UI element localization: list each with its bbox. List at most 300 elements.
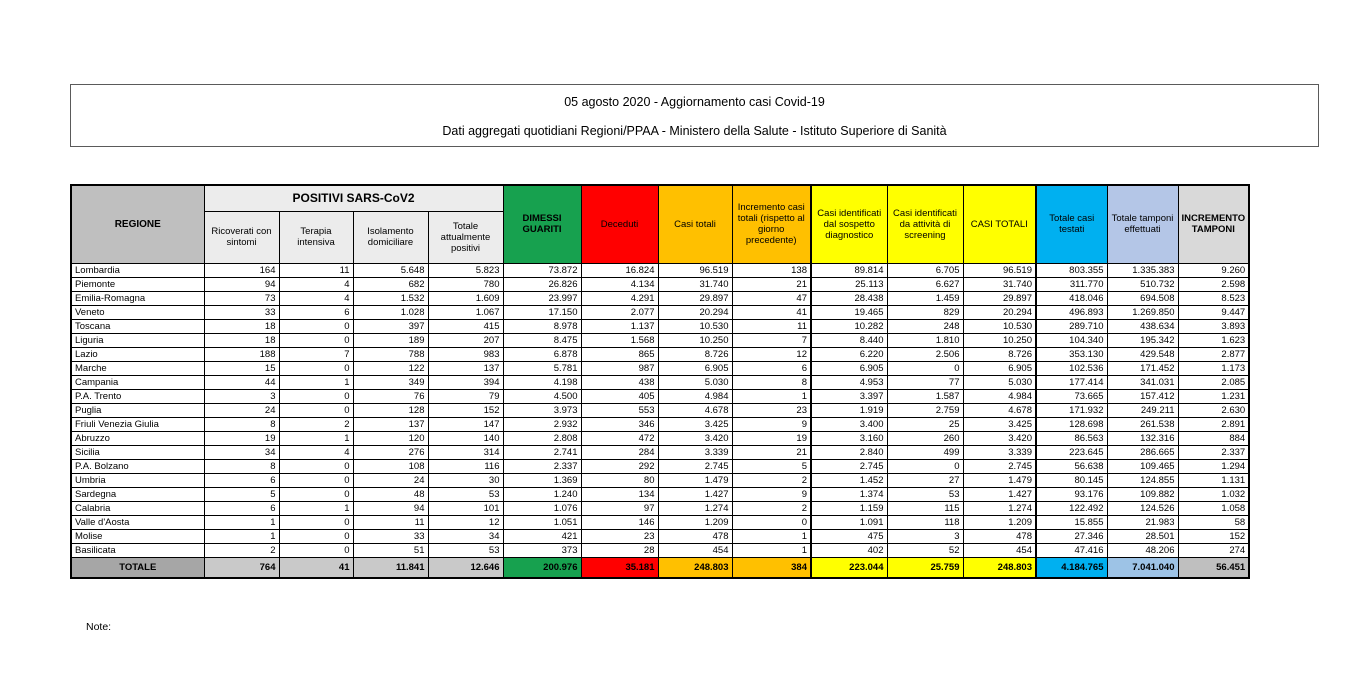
value-cell: 6 [279,305,353,319]
value-cell: 454 [658,543,732,557]
table-row [71,361,1249,375]
value-cell: 47 [732,291,811,305]
value-cell: 2.759 [887,403,963,417]
value-cell: 47.416 [1036,543,1107,557]
value-cell: 2.085 [1178,375,1249,389]
region-name-cell: Lazio [71,347,204,361]
value-cell: 140 [428,431,503,445]
table-row [71,445,1249,459]
value-cell: 21 [732,277,811,291]
value-cell: 454 [963,543,1036,557]
column-header-incremento-casi: Incremento casi totali (rispetto al giorno precedente) [732,185,811,263]
value-cell: 101 [428,501,503,515]
value-cell: 80 [581,473,658,487]
value-cell: 28.438 [811,291,887,305]
report-title-box [70,84,1319,147]
value-cell: 397 [353,319,428,333]
table-row [71,277,1249,291]
value-cell: 124.855 [1107,473,1178,487]
value-cell: 51 [353,543,428,557]
value-cell: 6.705 [887,263,963,277]
total-value-cell: 200.976 [503,557,581,578]
value-cell: 97 [581,501,658,515]
value-cell: 865 [581,347,658,361]
value-cell: 0 [279,543,353,557]
value-cell: 3.893 [1178,319,1249,333]
value-cell: 48 [353,487,428,501]
value-cell: 421 [503,529,581,543]
value-cell: 2.741 [503,445,581,459]
column-header-casi-sospetto-diagnostico: Casi identificati dal sospetto diagnostico [811,185,887,263]
value-cell: 1.919 [811,403,887,417]
value-cell: 4.500 [503,389,581,403]
value-cell: 138 [732,263,811,277]
region-name-cell: Friuli Venezia Giulia [71,417,204,431]
region-name-cell: Sardegna [71,487,204,501]
value-cell: 52 [887,543,963,557]
table-row [71,529,1249,543]
value-cell: 164 [204,263,279,277]
value-cell: 17.150 [503,305,581,319]
value-cell: 1.209 [963,515,1036,529]
value-cell: 8.978 [503,319,581,333]
value-cell: 2 [279,417,353,431]
value-cell: 76 [353,389,428,403]
region-name-cell: Piemonte [71,277,204,291]
value-cell: 3.339 [963,445,1036,459]
value-cell: 24 [353,473,428,487]
value-cell: 1.028 [353,305,428,319]
value-cell: 3.397 [811,389,887,403]
value-cell: 31.740 [658,277,732,291]
region-name-cell: Sicilia [71,445,204,459]
value-cell: 274 [1178,543,1249,557]
column-header-regione: REGIONE [71,185,204,263]
value-cell: 1.051 [503,515,581,529]
value-cell: 29.897 [658,291,732,305]
region-name-cell: Campania [71,375,204,389]
value-cell: 109.465 [1107,459,1178,473]
value-cell: 3.400 [811,417,887,431]
value-cell: 137 [353,417,428,431]
value-cell: 27.346 [1036,529,1107,543]
table-row [71,501,1249,515]
region-name-cell: Lombardia [71,263,204,277]
value-cell: 53 [428,543,503,557]
value-cell: 4.953 [811,375,887,389]
value-cell: 2.745 [963,459,1036,473]
value-cell: 803.355 [1036,263,1107,277]
value-cell: 157.412 [1107,389,1178,403]
region-name-cell: Veneto [71,305,204,319]
value-cell: 829 [887,305,963,319]
value-cell: 2 [732,501,811,515]
value-cell: 682 [353,277,428,291]
value-cell: 8 [732,375,811,389]
value-cell: 73 [204,291,279,305]
table-row [71,375,1249,389]
value-cell: 104.340 [1036,333,1107,347]
column-header-deceduti: Deceduti [581,185,658,263]
total-value-cell: 35.181 [581,557,658,578]
region-name-cell: Umbria [71,473,204,487]
total-label-cell: TOTALE [71,557,204,578]
region-name-cell: Marche [71,361,204,375]
value-cell: 3.420 [963,431,1036,445]
total-value-cell: 223.044 [811,557,887,578]
value-cell: 1 [732,543,811,557]
value-cell: 109.882 [1107,487,1178,501]
value-cell: 3.339 [658,445,732,459]
value-cell: 2 [732,473,811,487]
value-cell: 44 [204,375,279,389]
value-cell: 1.173 [1178,361,1249,375]
value-cell: 25.113 [811,277,887,291]
value-cell: 5.030 [658,375,732,389]
column-header-dimessi-guariti: DIMESSI GUARITI [503,185,581,263]
value-cell: 1 [204,529,279,543]
region-name-cell: Calabria [71,501,204,515]
value-cell: 780 [428,277,503,291]
value-cell: 23 [581,529,658,543]
value-cell: 116 [428,459,503,473]
value-cell: 0 [279,403,353,417]
table-row [71,543,1249,557]
value-cell: 1.294 [1178,459,1249,473]
value-cell: 1.274 [658,501,732,515]
value-cell: 1.374 [811,487,887,501]
value-cell: 19.465 [811,305,887,319]
table-row [71,403,1249,417]
value-cell: 26.826 [503,277,581,291]
value-cell: 478 [963,529,1036,543]
region-name-cell: Valle d'Aosta [71,515,204,529]
value-cell: 1.609 [428,291,503,305]
value-cell: 7 [279,347,353,361]
value-cell: 1.427 [658,487,732,501]
value-cell: 1.091 [811,515,887,529]
table-row [71,389,1249,403]
value-cell: 79 [428,389,503,403]
total-value-cell: 4.184.765 [1036,557,1107,578]
value-cell: 188 [204,347,279,361]
value-cell: 0 [887,361,963,375]
value-cell: 496.893 [1036,305,1107,319]
value-cell: 6 [204,473,279,487]
total-value-cell: 384 [732,557,811,578]
column-header-totale-casi-testati: Totale casi testati [1036,185,1107,263]
total-row [71,557,1249,578]
value-cell: 2.840 [811,445,887,459]
value-cell: 134 [581,487,658,501]
table-row [71,431,1249,445]
value-cell: 207 [428,333,503,347]
value-cell: 5.823 [428,263,503,277]
value-cell: 28.501 [1107,529,1178,543]
value-cell: 1.568 [581,333,658,347]
value-cell: 0 [887,459,963,473]
value-cell: 128 [353,403,428,417]
value-cell: 1.231 [1178,389,1249,403]
value-cell: 260 [887,431,963,445]
value-cell: 33 [353,529,428,543]
value-cell: 5.030 [963,375,1036,389]
table-row [71,263,1249,277]
value-cell: 28 [581,543,658,557]
value-cell: 18 [204,333,279,347]
value-cell: 475 [811,529,887,543]
value-cell: 6.905 [811,361,887,375]
table-row [71,305,1249,319]
value-cell: 405 [581,389,658,403]
total-value-cell: 56.451 [1178,557,1249,578]
value-cell: 4.291 [581,291,658,305]
value-cell: 1 [279,431,353,445]
value-cell: 4.984 [963,389,1036,403]
value-cell: 41 [732,305,811,319]
value-cell: 1.479 [658,473,732,487]
value-cell: 1.623 [1178,333,1249,347]
value-cell: 27 [887,473,963,487]
region-name-cell: Molise [71,529,204,543]
value-cell: 248 [887,319,963,333]
table-row [71,333,1249,347]
value-cell: 1.067 [428,305,503,319]
value-cell: 5 [732,459,811,473]
value-cell: 314 [428,445,503,459]
value-cell: 4 [279,445,353,459]
value-cell: 96.519 [963,263,1036,277]
region-name-cell: Liguria [71,333,204,347]
note-label: Note: [86,621,112,633]
value-cell: 122 [353,361,428,375]
value-cell: 128.698 [1036,417,1107,431]
table-row [71,291,1249,305]
value-cell: 415 [428,319,503,333]
column-header-casi-totali-maiuscolo: CASI TOTALI [963,185,1036,263]
value-cell: 788 [353,347,428,361]
covid-regions-table [70,184,1250,579]
value-cell: 34 [428,529,503,543]
value-cell: 1.058 [1178,501,1249,515]
value-cell: 261.538 [1107,417,1178,431]
value-cell: 80.145 [1036,473,1107,487]
total-value-cell: 764 [204,557,279,578]
value-cell: 478 [658,529,732,543]
region-name-cell: Abruzzo [71,431,204,445]
value-cell: 29.897 [963,291,1036,305]
value-cell: 987 [581,361,658,375]
value-cell: 276 [353,445,428,459]
region-name-cell: P.A. Trento [71,389,204,403]
value-cell: 0 [279,529,353,543]
value-cell: 34 [204,445,279,459]
value-cell: 3.160 [811,431,887,445]
total-value-cell: 41 [279,557,353,578]
value-cell: 4 [279,277,353,291]
value-cell: 147 [428,417,503,431]
value-cell: 171.932 [1036,403,1107,417]
value-cell: 284 [581,445,658,459]
value-cell: 8.726 [658,347,732,361]
value-cell: 48.206 [1107,543,1178,557]
value-cell: 1.810 [887,333,963,347]
value-cell: 5 [204,487,279,501]
value-cell: 472 [581,431,658,445]
value-cell: 1.479 [963,473,1036,487]
value-cell: 0 [279,389,353,403]
value-cell: 1.240 [503,487,581,501]
value-cell: 15.855 [1036,515,1107,529]
value-cell: 4.134 [581,277,658,291]
value-cell: 1.131 [1178,473,1249,487]
value-cell: 189 [353,333,428,347]
value-cell: 1.137 [581,319,658,333]
value-cell: 6.220 [811,347,887,361]
value-cell: 346 [581,417,658,431]
value-cell: 58 [1178,515,1249,529]
value-cell: 53 [887,487,963,501]
value-cell: 152 [1178,529,1249,543]
value-cell: 12 [732,347,811,361]
value-cell: 1 [732,529,811,543]
value-cell: 4.678 [658,403,732,417]
value-cell: 2.506 [887,347,963,361]
value-cell: 15 [204,361,279,375]
value-cell: 94 [353,501,428,515]
value-cell: 1 [204,515,279,529]
value-cell: 102.536 [1036,361,1107,375]
column-header-totale-tamponi: Totale tamponi effettuati [1107,185,1178,263]
value-cell: 8.440 [811,333,887,347]
value-cell: 93.176 [1036,487,1107,501]
value-cell: 19 [732,431,811,445]
value-cell: 120 [353,431,428,445]
table-row [71,473,1249,487]
table-row [71,487,1249,501]
value-cell: 1.209 [658,515,732,529]
value-cell: 10.250 [963,333,1036,347]
value-cell: 122.492 [1036,501,1107,515]
value-cell: 177.414 [1036,375,1107,389]
value-cell: 983 [428,347,503,361]
value-cell: 152 [428,403,503,417]
value-cell: 11 [353,515,428,529]
value-cell: 0 [279,459,353,473]
value-cell: 6.905 [658,361,732,375]
value-cell: 1.427 [963,487,1036,501]
value-cell: 249.211 [1107,403,1178,417]
value-cell: 3 [887,529,963,543]
value-cell: 292 [581,459,658,473]
value-cell: 132.316 [1107,431,1178,445]
value-cell: 438.634 [1107,319,1178,333]
value-cell: 0 [279,361,353,375]
value-cell: 1.587 [887,389,963,403]
total-value-cell: 7.041.040 [1107,557,1178,578]
value-cell: 3 [204,389,279,403]
value-cell: 341.031 [1107,375,1178,389]
value-cell: 33 [204,305,279,319]
report-subtitle: Dati aggregati quotidiani Regioni/PPAA - Ministero della Salute - Istituto Superiore di Sanità [442,124,947,138]
value-cell: 0 [279,319,353,333]
value-cell: 373 [503,543,581,557]
value-cell: 1.532 [353,291,428,305]
value-cell: 0 [279,333,353,347]
value-cell: 6.905 [963,361,1036,375]
region-name-cell: Emilia-Romagna [71,291,204,305]
value-cell: 137 [428,361,503,375]
value-cell: 171.452 [1107,361,1178,375]
value-cell: 1 [279,501,353,515]
value-cell: 2.598 [1178,277,1249,291]
value-cell: 24 [204,403,279,417]
value-cell: 3.425 [963,417,1036,431]
value-cell: 2.630 [1178,403,1249,417]
value-cell: 4 [279,291,353,305]
value-cell: 4.984 [658,389,732,403]
column-header-casi-screening: Casi identificati da attività di screening [887,185,963,263]
value-cell: 2.745 [658,459,732,473]
value-cell: 1.032 [1178,487,1249,501]
value-cell: 8.726 [963,347,1036,361]
value-cell: 21 [732,445,811,459]
value-cell: 23.997 [503,291,581,305]
column-header-casi-totali: Casi totali [658,185,732,263]
value-cell: 21.983 [1107,515,1178,529]
value-cell: 30 [428,473,503,487]
value-cell: 3.425 [658,417,732,431]
value-cell: 289.710 [1036,319,1107,333]
value-cell: 1.369 [503,473,581,487]
value-cell: 286.665 [1107,445,1178,459]
table-row [71,515,1249,529]
value-cell: 31.740 [963,277,1036,291]
value-cell: 1.274 [963,501,1036,515]
value-cell: 2.337 [503,459,581,473]
value-cell: 108 [353,459,428,473]
value-cell: 9.260 [1178,263,1249,277]
value-cell: 56.638 [1036,459,1107,473]
value-cell: 3.420 [658,431,732,445]
value-cell: 2.077 [581,305,658,319]
value-cell: 10.250 [658,333,732,347]
value-cell: 115 [887,501,963,515]
value-cell: 23 [732,403,811,417]
value-cell: 2.877 [1178,347,1249,361]
column-header-terapia-intensiva: Terapia intensiva [279,211,353,263]
value-cell: 19 [204,431,279,445]
column-header-ricoverati: Ricoverati con sintomi [204,211,279,263]
value-cell: 16.824 [581,263,658,277]
value-cell: 1.452 [811,473,887,487]
value-cell: 2.932 [503,417,581,431]
value-cell: 25 [887,417,963,431]
value-cell: 2.337 [1178,445,1249,459]
value-cell: 1.076 [503,501,581,515]
value-cell: 0 [279,473,353,487]
value-cell: 0 [732,515,811,529]
value-cell: 884 [1178,431,1249,445]
value-cell: 2.891 [1178,417,1249,431]
total-value-cell: 11.841 [353,557,428,578]
value-cell: 311.770 [1036,277,1107,291]
value-cell: 429.548 [1107,347,1178,361]
value-cell: 510.732 [1107,277,1178,291]
value-cell: 20.294 [658,305,732,319]
value-cell: 8.523 [1178,291,1249,305]
value-cell: 5.648 [353,263,428,277]
